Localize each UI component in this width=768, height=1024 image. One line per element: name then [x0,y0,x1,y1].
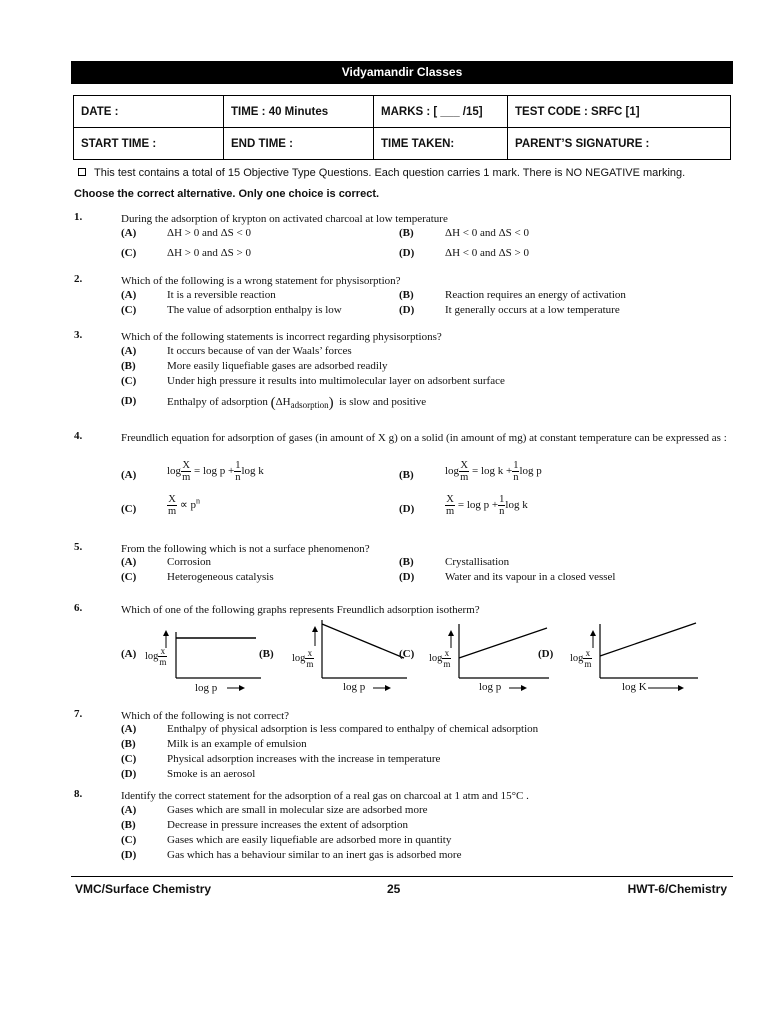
graph-label: (C) [399,648,415,660]
option-text: Enthalpy of physical adsorption is less compared to enthalpy of chemical adsorption [167,723,539,735]
graph-label: (B) [259,648,274,660]
graph-b-axes [259,620,409,700]
equation-b [445,460,542,483]
equation-mid: = log p + [457,499,499,512]
option-label: (C) [121,834,137,846]
header-bar: Vidyamandir Classes [71,61,733,84]
question-number: 1. [74,211,83,223]
fraction-num: 1 [513,460,519,471]
fraction-den: m [168,506,177,517]
up-arrow-icon [312,626,318,632]
equation-mid: ∝ p [179,499,197,512]
option-text: Crystallisation [445,556,510,568]
option-text: It generally occurs at a low temperature [445,304,620,316]
graph-a [121,628,271,700]
question-number: 7. [74,708,83,720]
enthalpy-subscript: adsorption [290,400,329,411]
graph-c [399,620,559,700]
question-number: 8. [74,788,83,800]
fraction-den: m [584,659,592,669]
ylabel-log: log [292,652,306,664]
ylabel-log: log [570,652,584,664]
log-text: log [167,465,182,478]
option-text: Corrosion [167,556,211,568]
question-text: Which of the following is a wrong statement for physisorption? [121,275,401,287]
graph-line-increasing [459,628,547,658]
fraction-num: X [446,494,454,505]
option-label: (C) [121,375,137,387]
option-label: (A) [121,469,137,481]
option-text: ΔH < 0 and ΔS < 0 [445,227,529,239]
footer-divider [71,876,733,877]
option-label: (A) [121,345,137,357]
option-text: It occurs because of van der Waals’ forces [167,345,352,357]
option-label: (A) [121,723,137,735]
equation-a [167,460,264,483]
option-text: Smoke is an aerosol [167,768,256,780]
fraction [181,460,191,483]
fraction-num: X [168,494,176,505]
note-text: This test contains a total of 15 Objective Type Questions. Each question carries 1 mark. There is NO NEGATIVE marking. [94,167,686,179]
time-cell: TIME : 40 Minutes [224,96,374,128]
option-label: (D) [121,849,137,861]
option-label: (D) [399,304,415,316]
equation-c [167,494,200,517]
option-text: Physical adsorption increases with the increase in temperature [167,753,441,765]
fraction-num: X [182,460,190,471]
equation-end: log k [241,465,264,478]
graph-xlabel: log K [622,681,647,693]
fraction-num: 1 [499,494,505,505]
fraction [445,494,455,517]
question-number: 4. [74,430,83,442]
end-time-cell: END TIME : [224,128,374,160]
page-number: 25 [387,882,401,896]
graph-d [538,620,733,700]
option-label: (D) [399,571,415,583]
ylabel-log: log [145,650,159,662]
option-label: (B) [399,556,414,568]
fraction-den: m [446,506,455,517]
checkbox-bullet-icon [78,168,86,176]
option-label: (A) [121,556,137,568]
paren-close-glyph: ) [328,395,334,411]
up-arrow-icon [163,630,169,636]
fraction-num: x [583,648,592,659]
fraction-num: x [442,648,451,659]
paren-open-glyph: ( [270,395,276,411]
question-text: From the following which is not a surface phenomenon? [121,543,370,555]
option-text: Reaction requires an energy of activation [445,289,626,301]
question-number: 6. [74,602,83,614]
start-time-cell: START TIME : [74,128,224,160]
option-text: Under high pressure it results into multimolecular layer on adsorbent surface [167,375,505,387]
right-arrow-icon [678,685,684,691]
option-label: (C) [121,753,137,765]
fraction-num: x [305,648,314,659]
option-label: (A) [121,804,137,816]
footer-right: HWT-6/Chemistry [627,882,727,896]
option-text: Gases which are easily liquefiable are adsorbed more in quantity [167,834,452,846]
fraction-den: n [499,506,505,517]
marks-cell: MARKS : [ ___ /15] [374,96,508,128]
option-label: (C) [121,247,137,259]
enthalpy-symbol: ΔH [275,396,291,408]
fraction-num: x [158,646,167,657]
graph-label: (A) [121,648,137,660]
test-code-cell: TEST CODE : SRFC [1] [508,96,731,128]
option-label: (D) [399,503,415,515]
option-label: (B) [399,227,414,239]
option-label: (B) [121,819,136,831]
question-text: Which of the following is not correct? [121,710,290,722]
option-label: (B) [399,289,414,301]
fraction [459,460,469,483]
right-arrow-icon [521,685,527,691]
graph-xlabel: log p [479,681,502,693]
log-text: log [445,465,460,478]
option-text: Decrease in pressure increases the extent of adsorption [167,819,408,831]
option-text: ΔH > 0 and ΔS < 0 [167,227,251,239]
graph-xlabel: log p [195,682,218,694]
option-label: (C) [121,503,137,515]
fraction-den: m [443,659,451,669]
option-label: (D) [399,247,415,259]
graph-b [259,620,409,700]
option-text-before: Enthalpy of adsorption [167,396,268,408]
option-text: ΔH < 0 and ΔS > 0 [445,247,529,259]
option-text: Milk is an example of emulsion [167,738,307,750]
fraction-den: m [159,657,167,667]
option-text: Heterogeneous catalysis [167,571,274,583]
question-number: 3. [74,329,83,341]
footer-left: VMC/Surface Chemistry [75,882,212,896]
option-text: More easily liquefiable gases are adsorbed readily [167,360,388,372]
date-cell: DATE : [74,96,224,128]
equation-d [445,494,528,517]
option-text: It is a reversible reaction [167,289,276,301]
right-arrow-icon [239,685,245,691]
question-number: 2. [74,273,83,285]
option-label: (B) [399,469,414,481]
up-arrow-icon [448,630,454,636]
fraction-den: m [460,472,469,483]
fraction [167,494,177,517]
graph-line-increasing-intercept [600,623,696,656]
option-label: (D) [121,395,137,407]
question-text: Which of one of the following graphs represents Freundlich adsorption isotherm? [121,604,480,616]
equation-end: log k [505,499,528,512]
fraction-num: X [460,460,468,471]
option-label: (D) [121,768,137,780]
equation-end: log p [519,465,542,478]
equation-mid: = log p + [193,465,235,478]
test-note [78,167,685,179]
option-label: (B) [121,360,136,372]
option-text [167,395,426,412]
question-text: Identify the correct statement for the adsorption of a real gas on charcoal at 1 atm and 15°C . [121,790,529,802]
graph-label: (D) [538,648,554,660]
option-label: (C) [121,571,137,583]
info-table [73,95,731,160]
option-text: Water and its vapour in a closed vessel [445,571,616,583]
option-label: (B) [121,738,136,750]
fraction-den: m [182,472,191,483]
option-label: (C) [121,304,137,316]
right-arrow-icon [385,685,391,691]
option-text: Gases which are small in molecular size are adsorbed more [167,804,428,816]
option-label: (A) [121,289,137,301]
time-taken-cell: TIME TAKEN: [374,128,508,160]
question-text: During the adsorption of krypton on activated charcoal at low temperature [121,213,448,225]
option-text: ΔH > 0 and ΔS > 0 [167,247,251,259]
fraction-num: 1 [235,460,241,471]
parent-signature-cell: PARENT’S SIGNATURE : [508,128,731,160]
fraction-den: m [306,659,314,669]
equation-sup: n [196,496,201,506]
option-text-after: is slow and positive [339,396,427,408]
option-text: Gas which has a behaviour similar to an inert gas is adsorbed more [167,849,462,861]
question-number: 5. [74,541,83,553]
fraction-den: n [235,472,241,483]
graph-line-decreasing [322,624,404,658]
ylabel-log: log [429,652,443,664]
instruction: Choose the correct alternative. Only one choice is correct. [74,188,380,200]
fraction-den: n [513,472,519,483]
up-arrow-icon [590,630,596,636]
option-label: (A) [121,227,137,239]
graph-xlabel: log p [343,681,366,693]
question-text: Freundlich equation for adsorption of gases (in amount of X g) on a solid (in amount of mg) at constant temperature can be expressed as : [121,432,727,444]
equation-mid: = log k + [471,465,513,478]
option-text: The value of adsorption enthalpy is low [167,304,342,316]
question-text: Which of the following statements is incorrect regarding physisorptions? [121,331,442,343]
